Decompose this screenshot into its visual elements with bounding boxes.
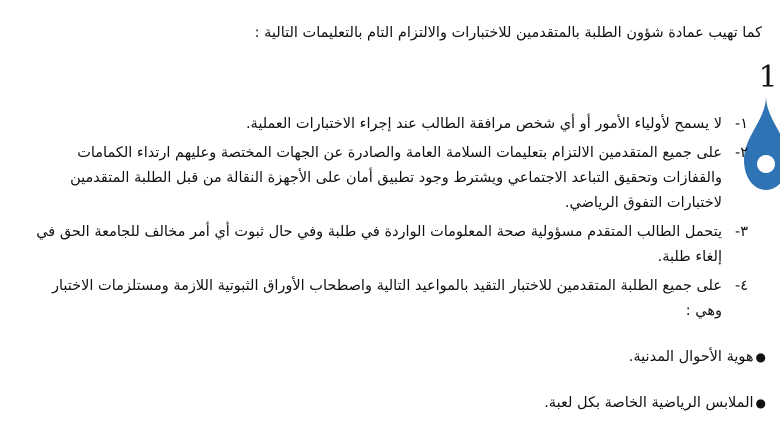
bullet-text: هوية الأحوال المدنية.: [628, 349, 754, 365]
bullet-item: [46, 346, 766, 368]
list-item: [36, 274, 748, 324]
item-number: ٢-: [734, 145, 748, 161]
item-number: ٤-: [734, 278, 748, 294]
intro-paragraph: كما تهيب عمادة شؤون الطلبة بالمتقدمين للاختبارات والالتزام التام بالتعليمات التالية :: [254, 25, 762, 41]
item-text: يتحمل الطالب المتقدم مسؤولية صحة المعلومات الواردة في طلبة وفي حال ثبوت أي أمر مخالف للجامعة الحق في إلغاء طلبة.: [36, 224, 722, 265]
list-item: [36, 141, 748, 216]
item-text: على جميع الطلبة المتقدمين للاختبار التقيد بالمواعيد التالية واصطحاب الأوراق الثبوتية اللازمة ومستلزمات الاختبار وهي :: [52, 278, 722, 319]
list-item: [36, 112, 748, 137]
item-text: على جميع المتقدمين الالتزام بتعليمات السلامة العامة والصادرة عن الجهات المختصة وعليهم ارتداء الكمامات والقفازات وتحقيق التباعد الاجتماعي ويشترط وجود تطبيق أمان على الأجهزة النقالة من قبل الطلبة المتقدمين لاختبارات التفوق الرياضي.: [70, 145, 722, 211]
bullet-item: [46, 392, 766, 414]
instructions-list: [36, 112, 748, 324]
item-number: ٣-: [734, 224, 748, 240]
bullet-dot-icon: ●: [755, 396, 766, 410]
bullet-text: الملابس الرياضية الخاصة بكل لعبة.: [544, 395, 754, 411]
item-number: ١-: [734, 116, 748, 132]
bullet-dot-icon: ●: [755, 350, 766, 364]
list-item: [36, 220, 748, 270]
section-number: 1: [758, 60, 778, 95]
item-text: لا يسمح لأولياء الأمور أو أي شخص مرافقة الطالب عند إجراء الاختبارات العملية.: [245, 116, 722, 132]
